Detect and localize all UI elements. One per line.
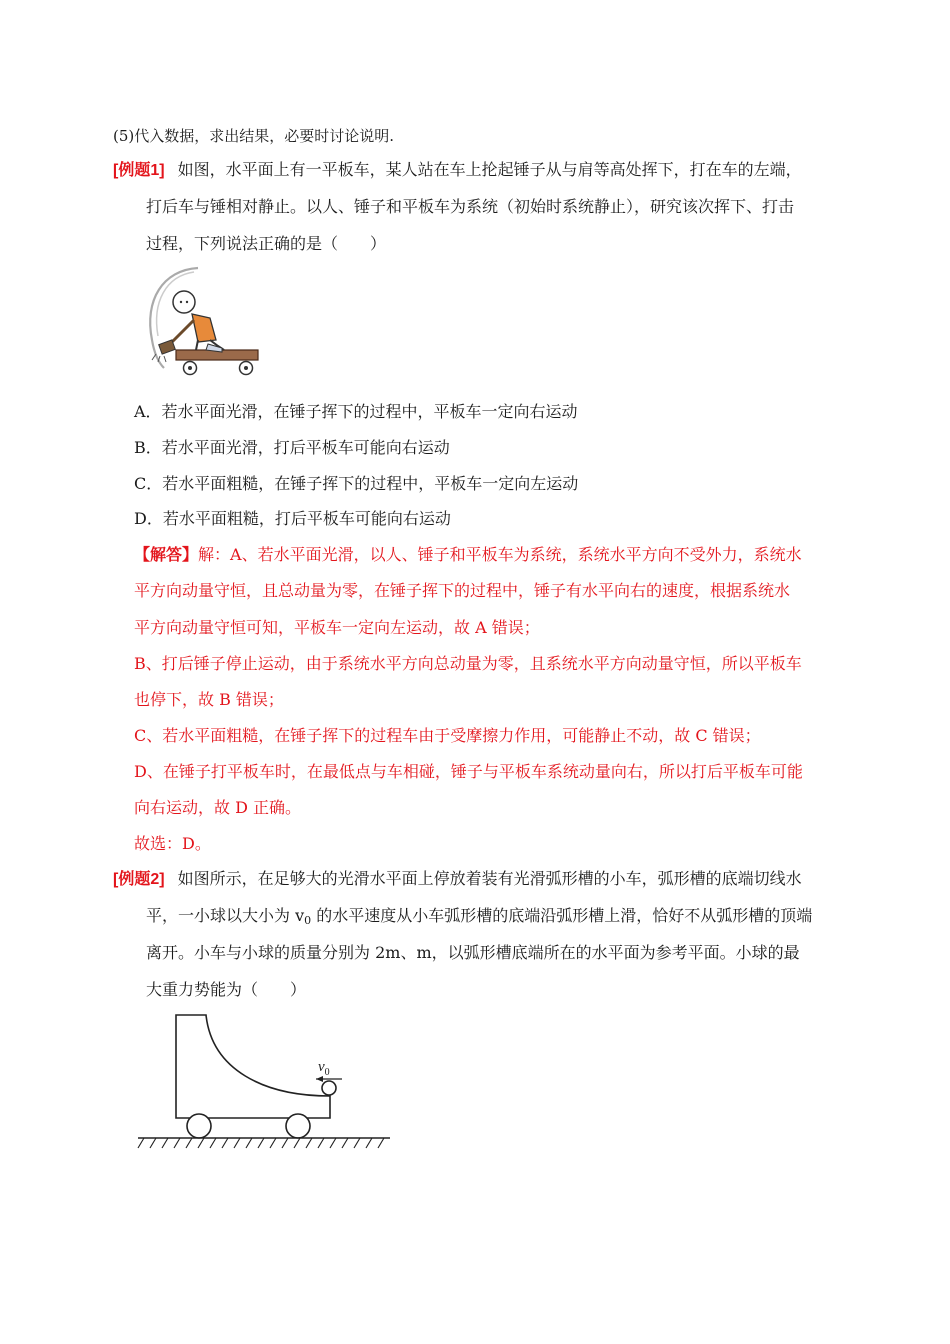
- answer-line-8: 向右运动，故 D 正确。: [134, 798, 302, 817]
- example-2-question-line-4: 大重力势能为（ ）: [146, 980, 307, 999]
- answer-line-4: B、打后锤子停止运动，由于系统水平方向总动量为零，且系统水平方向动量守恒，所以平板车: [134, 654, 802, 673]
- example-1-question-line-2: 打后车与锤相对静止。以人、锤子和平板车为系统（初始时系统静止），研究该次挥下、打击: [146, 197, 795, 216]
- example-1-tag: [例题1]: [113, 162, 165, 179]
- option-b: B．若水平面光滑，打后平板车可能向右运动: [134, 438, 450, 457]
- arc-cart-figure: [134, 1010, 396, 1154]
- option-a: A．若水平面光滑，在锤子挥下的过程中，平板车一定向右运动: [134, 402, 578, 421]
- example-2-tag: [例题2]: [113, 871, 165, 888]
- example-2-q2-a: 平，一小球以大小为 v: [146, 906, 305, 925]
- answer-line-1: [134, 545, 802, 565]
- hammer-cart-figure: [138, 262, 268, 384]
- example-2-q1: 如图所示，在足够大的光滑水平面上停放着装有光滑弧形槽的小车，弧形槽的底端切线水: [177, 869, 802, 888]
- ground-hatch: [138, 1138, 384, 1148]
- example-2-question-line-2: [146, 906, 812, 931]
- example-2-question-line-3: 离开。小车与小球的质量分别为 2m、m，以弧形槽底端所在的水平面为参考平面。小球的最: [146, 943, 800, 962]
- example-1-q1: 如图，水平面上有一平板车，某人站在车上抡起锤子从与肩等高处挥下，打在车的左端，: [177, 160, 802, 179]
- example-2-q2-sub: 0: [304, 914, 312, 927]
- example-1-question-line-3: 过程，下列说法正确的是（ ）: [146, 234, 387, 253]
- option-d: D．若水平面粗糙，打后平板车可能向右运动: [134, 509, 451, 528]
- answer-line-2: 平方向动量守恒，且总动量为零，在锤子挥下的过程中，锤子有水平向右的速度，根据系统水: [134, 581, 791, 600]
- answer-line-5: 也停下，故 B 错误；: [134, 690, 284, 709]
- step-5-text: (5)代入数据，求出结果，必要时讨论说明.: [113, 127, 395, 145]
- answer-tag: 【解答】: [134, 545, 199, 564]
- example-2-q2-b: 的水平速度从小车弧形槽的底端沿弧形槽上滑，恰好不从弧形槽的顶端: [311, 906, 813, 925]
- example-1-question-line-1: [113, 160, 802, 181]
- example-2-question-line-1: [113, 869, 802, 890]
- answer-line-6: C、若水平面粗糙，在锤子挥下的过程车由于受摩擦力作用，可能静止不动，故 C 错误；: [134, 726, 761, 745]
- velocity-label: $v_0$: [318, 1059, 330, 1078]
- answer-line-3: 平方向动量守恒可知，平板车一定向左运动，故 A 错误；: [134, 618, 540, 637]
- answer-line-7: D、在锤子打平板车时，在最低点与车相碰，锤子与平板车系统动量向右，所以打后平板车可能: [134, 762, 803, 781]
- option-c: C．若水平面粗糙，在锤子挥下的过程中，平板车一定向左运动: [134, 474, 579, 493]
- answer-choice: 故选：D。: [134, 834, 211, 853]
- answer-text-1: 解：A、若水平面光滑，以人、锤子和平板车为系统，系统水平方向不受外力，系统水: [198, 545, 802, 564]
